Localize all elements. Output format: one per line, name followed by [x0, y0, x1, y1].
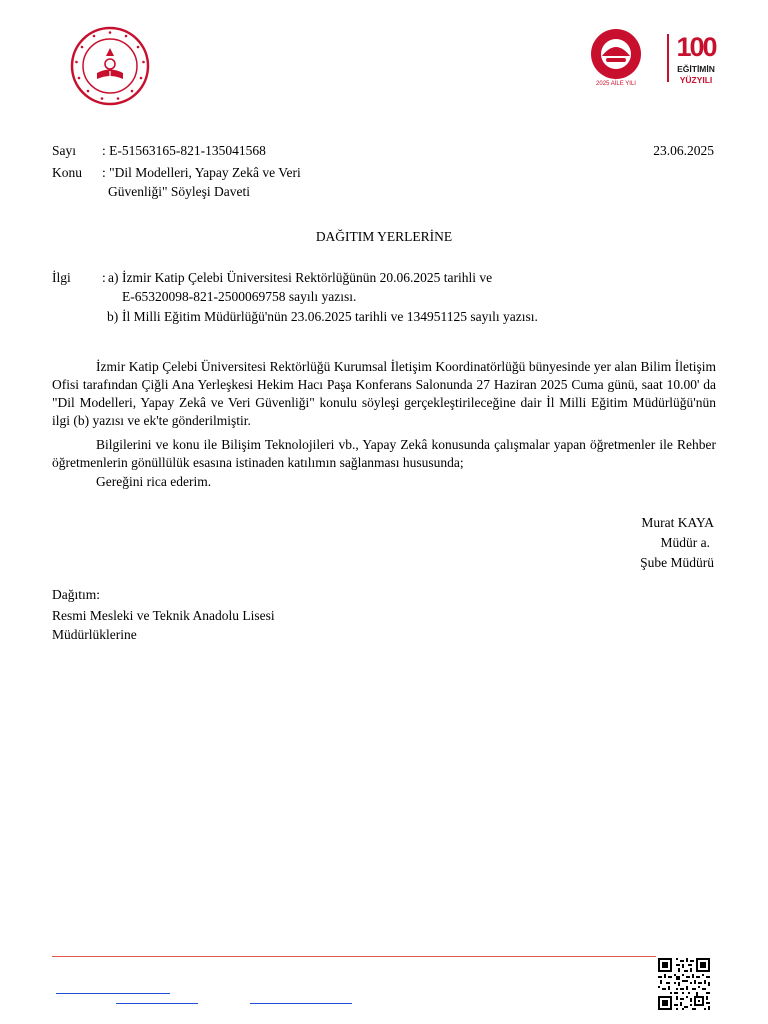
distribution-label: Dağıtım:: [52, 587, 100, 602]
distribution-line-1: Resmi Mesleki ve Teknik Anadolu Lisesi: [52, 608, 275, 623]
distribution-line-2: Müdürlüklerine: [52, 627, 137, 642]
document-date: 23.06.2025: [653, 143, 714, 158]
sayi-value: : E-51563165-821-135041568: [102, 143, 266, 158]
footer-rule: [52, 956, 656, 957]
footer-link-1[interactable]: [56, 993, 170, 994]
konu-line1: : "Dil Modelleri, Yapay Zekâ ve Veri: [102, 165, 301, 180]
ilgi-a-marker: a): [108, 270, 119, 285]
meb-seal-icon: [70, 26, 150, 106]
yuzyil-number: 100: [676, 32, 716, 62]
ilgi-a-line2: E-65320098-821-2500069758 sayılı yazısı.: [122, 289, 357, 304]
konu-line2: Güvenliği" Söyleşi Daveti: [108, 184, 250, 199]
yuzyil-line2: YÜZYILI: [679, 75, 713, 85]
footer-link-3[interactable]: [250, 1003, 352, 1004]
footer-link-2[interactable]: [116, 1003, 198, 1004]
logo-divider: [667, 34, 669, 82]
body-paragraph-1: [52, 358, 716, 430]
body-paragraph-3: [52, 473, 716, 491]
ilgi-b-marker: b): [107, 309, 119, 324]
signature-title-2: Şube Müdürü: [640, 555, 714, 570]
body-paragraph-3-text: Gereğini rica ederim.: [96, 474, 212, 489]
konu-label: Konu: [52, 165, 82, 180]
signature-title-1: Müdür a.: [660, 535, 710, 550]
ilgi-colon: :: [102, 270, 106, 285]
aile-yili-2025-icon: [586, 26, 658, 86]
ilgi-label: İlgi: [52, 270, 71, 285]
aile-logo-caption: 2025 AİLE YILI: [596, 81, 636, 86]
qr-code-icon: [658, 958, 710, 1010]
recipient-heading: DAĞITIM YERLERİNE: [315, 229, 453, 244]
body-paragraph-1-text: İzmir Katip Çelebi Üniversitesi Rektörlüğü Kurumsal İletişim Koordinatörlüğü bünyesinde yer alan Bilim İletişim Ofisi tarafından Çiğli Ana Yerleşkesi Hekim Hacı Paşa Konferans Salonunda 27 Haziran 2025 Cuma günü, saat 10.00' da "Dil Modelleri, Yapay Zekâ ve Veri Güvenliği" konulu söyleşi gerçekleştirileceğine dair İl Milli Eğitim Müdürlüğü'nün ilgi (b) yazısı ve ek'te gönderilmiştir.: [52, 359, 716, 428]
ilgi-b-line1: İl Milli Eğitim Müdürlüğü'nün 23.06.2025 tarihli ve 134951125 sayılı yazısı.: [122, 309, 538, 324]
sayi-label: Sayı: [52, 143, 77, 158]
body-paragraph-2-text: Bilgilerini ve konu ile Bilişim Teknolojileri vb., Yapay Zekâ konusunda çalışmalar yapan öğretmenler ile Rehber öğretmenlerin gönüllülük esasına istinaden katılımın sağlanması hususunda;: [52, 437, 716, 470]
egitimin-yuzyili-logo: [672, 30, 720, 92]
ilgi-a-line1: İzmir Katip Çelebi Üniversitesi Rektörlüğünün 20.06.2025 tarihli ve: [122, 270, 493, 285]
body-paragraph-2: [52, 436, 716, 472]
signature-name: Murat KAYA: [641, 515, 714, 530]
yuzyil-line1: EĞİTİMİN: [677, 64, 715, 74]
